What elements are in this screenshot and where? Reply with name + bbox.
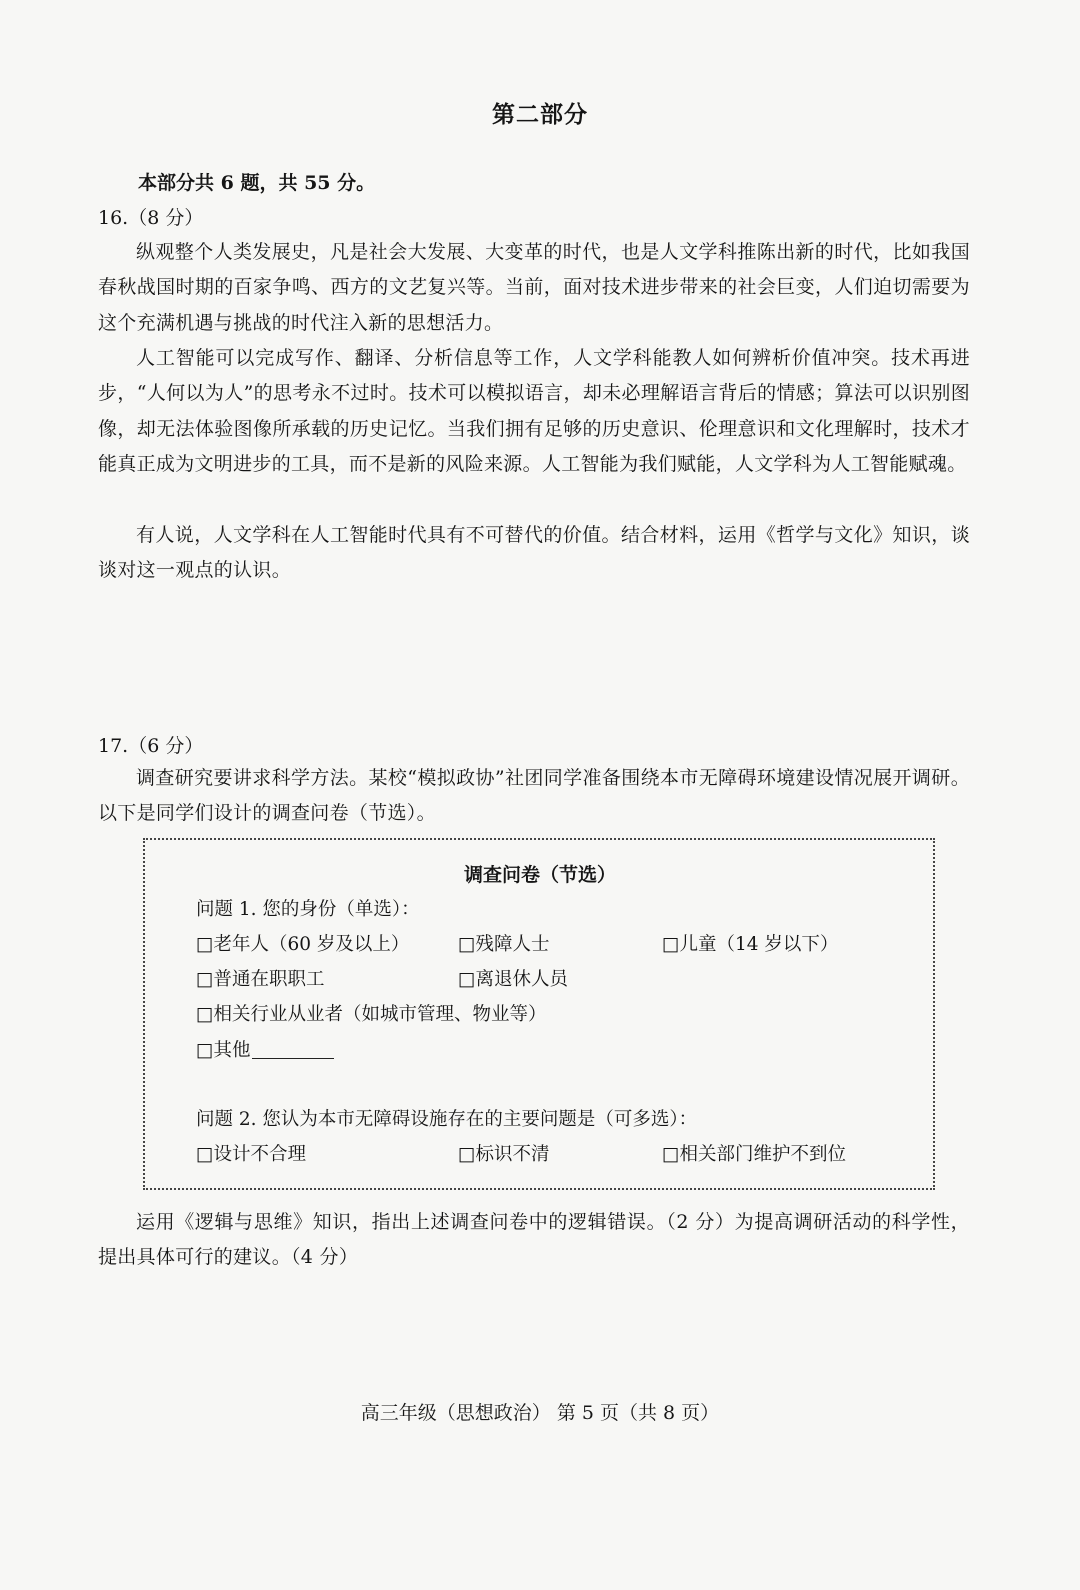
q17-task: 运用《逻辑与思维》知识，指出上述调查问卷中的逻辑错误。（2 分）为提高调研活动的科学性，提出具体可行的建议。（4 分） (98, 1211, 970, 1269)
q1-option-employee: □普通在职职工 (196, 969, 325, 990)
q1-option-elderly: □老年人（60 岁及以上） (196, 934, 410, 955)
page-footer: 高三年级（思想政治） 第 5 页（共 8 页） (360, 1402, 720, 1424)
q17-number: 17.（6 分） (98, 735, 204, 757)
section-title: 第二部分 (492, 102, 588, 128)
survey-question-1: 问题 1. 您的身份（单选）： (196, 899, 420, 920)
q16-paragraph-1: 纵观整个人类发展史，凡是社会大发展、大变革的时代，也是人文学科推陈出新的时代，比如我国春秋战国时期的百家争鸣、西方的文艺复兴等。当前，面对技术进步带来的社会巨变，人们迫切需要为这个充满机遇与挑战的时代注入新的思想活力。 (98, 241, 970, 334)
q2-option-signage: □标识不清 (458, 1144, 550, 1165)
q1-option-children: □儿童（14 岁以下） (662, 934, 839, 955)
survey-title: 调查问卷（节选） (463, 864, 616, 886)
q17-intro: 调查研究要讲求科学方法。某校“模拟政协”社团同学准备围绕本市无障碍环境建设情况展开调研。以下是同学们设计的调查问卷（节选）。 (98, 767, 970, 825)
q2-option-design: □设计不合理 (196, 1144, 306, 1165)
q16-paragraph-2: 人工智能可以完成写作、翻译、分析信息等工作，人文学科能教人如何辨析价值冲突。技术再进步，“人何以为人”的思考永不过时。技术可以模拟语言，却未必理解语言背后的情感；算法可以识别图像，却无法体验图像所承载的历史记忆。当我们拥有足够的历史意识、伦理意识和文化理解时，技术才能真正成为文明进步的工具，而不是新的风险来源。人工智能为我们赋能，人文学科为人工智能赋魂。 (98, 347, 970, 475)
q2-option-maintenance: □相关部门维护不到位 (662, 1144, 846, 1165)
q1-option-industry: □相关行业从业者（如城市管理、物业等） (196, 1004, 547, 1025)
q1-option-other (196, 1039, 334, 1063)
q1-option-disabled: □残障人士 (458, 934, 550, 955)
q1-option-retiree: □离退休人员 (458, 969, 568, 990)
q1-option-other-label: □其他 (196, 1040, 251, 1061)
survey-question-2: 问题 2. 您认为本市无障碍设施存在的主要问题是（可多选）： (196, 1109, 698, 1130)
q16-number: 16.（8 分） (98, 207, 204, 229)
section-intro: 本部分共 6 题，共 55 分。 (138, 172, 376, 194)
fill-in-blank (252, 1040, 334, 1059)
q16-paragraph-3: 有人说，人文学科在人工智能时代具有不可替代的价值。结合材料，运用《哲学与文化》知识，谈谈对这一观点的认识。 (98, 524, 970, 582)
